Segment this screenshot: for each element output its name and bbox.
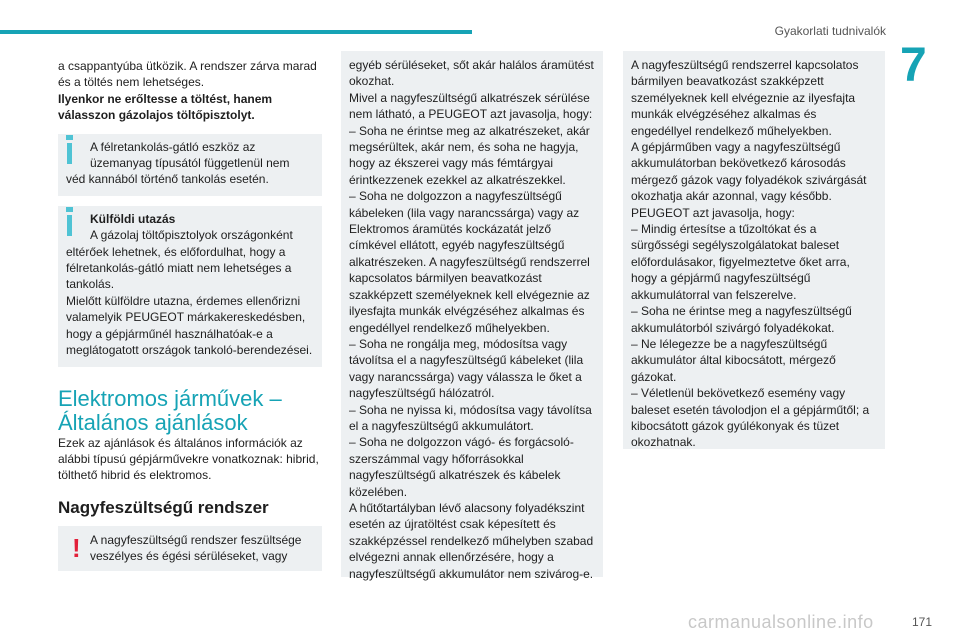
text-line: A gépjárműben vagy a nagyfeszültségű akkumulátorban bekövetkező károsodás mérgező gázok vagy folyadékok szivárgását okozhatja akár azonnal, vagy később. — [631, 140, 867, 204]
note-text: eltérőek lehetnek, és előfordulhat, hogy a félretankolás-gátló miatt nem lehetséges a tankolás. — [66, 244, 292, 292]
text-line: – Mindig értesítse a tűzoltókat és a sürgősségi segélyszolgálatokat baleset előfordulásakor, figyelmeztetve őket arra, hogy a gépjármű nagyfeszültségű akkumulátorral van felszerelve. — [631, 222, 850, 302]
text-line: – Soha ne érintse meg az alkatrészeket, akár megsérültek, akár nem, és soha ne hagyja, hogy az ékszerei vagy más fémtárgyai érintkezzenek ezekkel az alkatrészekkel. — [349, 123, 590, 187]
text-line: – Soha ne dolgozzon vágó- és forgácsoló-szerszámmal vagy hőforrásokkal nagyfeszültségű alkatrészek és kábelek közelében. — [349, 435, 574, 499]
section-heading: Elektromos járművek – Általános ajánlások — [58, 385, 282, 435]
paragraph-bold: Ilyenkor ne erőltesse a töltést, hanem válasszon gázolajos töltőpisztolyt. — [58, 91, 273, 123]
warning-box — [58, 526, 322, 571]
high-voltage-info-box — [623, 51, 885, 449]
watermark: carmanualsonline.info — [688, 612, 874, 632]
header-accent-bar — [0, 30, 472, 34]
exclamation-icon: ! — [72, 532, 81, 563]
text-line: A hűtőtartályban lévő alacsony folyadékszint esetén az újratöltést csak képesített és szakképzéssel rendelkező műhelyben szabad elvégezni annak ellenőrzésére, hogy a nagyfeszültségű akkumulátor nem szivárog-e. — [349, 500, 594, 581]
text-line: – Soha ne nyissa ki, módosítsa vagy távolítsa el a nagyfeszültségű akkumulátort. — [349, 402, 592, 433]
chapter-number: 7 — [900, 39, 927, 92]
info-icon — [67, 143, 72, 164]
text-line: – Ne lélegezze be a nagyfeszültségű akkumulátor által kibocsátott, mérgező gázokat. — [631, 336, 836, 384]
info-icon — [67, 215, 72, 236]
note-text: véd kannából történő tankolás esetén. — [66, 172, 269, 187]
text-line: A nagyfeszültségű rendszerrel kapcsolatos bármilyen beavatkozást szakképzett személyeknek kell elvégeznie az ilyesfajta munkák elvégzéséhez alkalmas és engedéllyel rendelkező műhelyekben. — [631, 58, 859, 138]
text-line: egyéb sérüléseket, sőt akár halálos áramütést okozhat. — [349, 58, 594, 89]
text-line: – Soha ne dolgozzon a nagyfeszültségű kábeleken (lila vagy narancssárga) vagy az Elektromos áramütés kockázatát jelző címkével ellátott, egyéb nagyfeszültségű alkatrészeken. A nagyfeszültségű rendszerrel kapcsolatos bármilyen beavatkozást szakképzett személyeknek kell elvégeznie az ilyesfajta munkák elvégzéséhez alkalmas és engedéllyel rendelkező műhelyekben. — [349, 189, 590, 335]
info-note-2 — [58, 206, 322, 367]
text-line: Mivel a nagyfeszültségű alkatrészek sérülése nem látható, a PEUGEOT azt javasolja, hogy: — [349, 90, 593, 122]
note-text: Mielőtt külföldre utazna, érdemes ellenőrizni valamelyik PEUGEOT márkakereskedésben, hogy a gépjárműnél használhatóak-e a meglátogatott országok tankoló-berendezései. — [66, 293, 313, 358]
text-line: – Soha ne rongálja meg, módosítsa vagy távolítsa el a nagyfeszültségű kábeleket (lila vagy narancssárga) vagy válassza le őket a nagyfeszültségű hálózatról. — [349, 336, 584, 401]
text-line: – Véletlenül bekövetkező esemény vagy baleset esetén távolodjon el a gépjárműtől; a kibocsátott gázok gyúlékonyak és tüzet okozhatnak. — [631, 386, 870, 450]
info-note-1 — [58, 134, 322, 196]
page-number: 171 — [912, 615, 933, 629]
note-text: A félretankolás-gátló eszköz az üzemanyag típusától függetlenül nem — [90, 139, 290, 171]
warning-continuation-box — [341, 51, 603, 581]
paragraph: Ezek az ajánlások és általános információk az alábbi típusú gépjárművekre vonatkoznak: hibrid, tölthető hibrid és elektromos. — [58, 435, 319, 483]
text-line: PEUGEOT azt javasolja, hogy: — [631, 205, 795, 220]
warning-text: A nagyfeszültségű rendszer feszültsége veszélyes és égési sérüléseket, vagy — [90, 532, 302, 564]
note-title: Külföldi utazás — [90, 211, 176, 226]
sub-heading: Nagyfeszültségű rendszer — [58, 497, 269, 517]
section-title: Gyakorlati tudnivalók — [774, 24, 886, 38]
note-text: A gázolaj töltőpisztolyok országonként — [90, 228, 293, 243]
paragraph: a csappantyúba ütközik. A rendszer zárva marad és a töltés nem lehetséges. — [58, 59, 317, 90]
column-1 — [58, 58, 322, 571]
text-line: – Soha ne érintse meg a nagyfeszültségű akkumulátorból szivárgó folyadékokat. — [631, 304, 852, 335]
